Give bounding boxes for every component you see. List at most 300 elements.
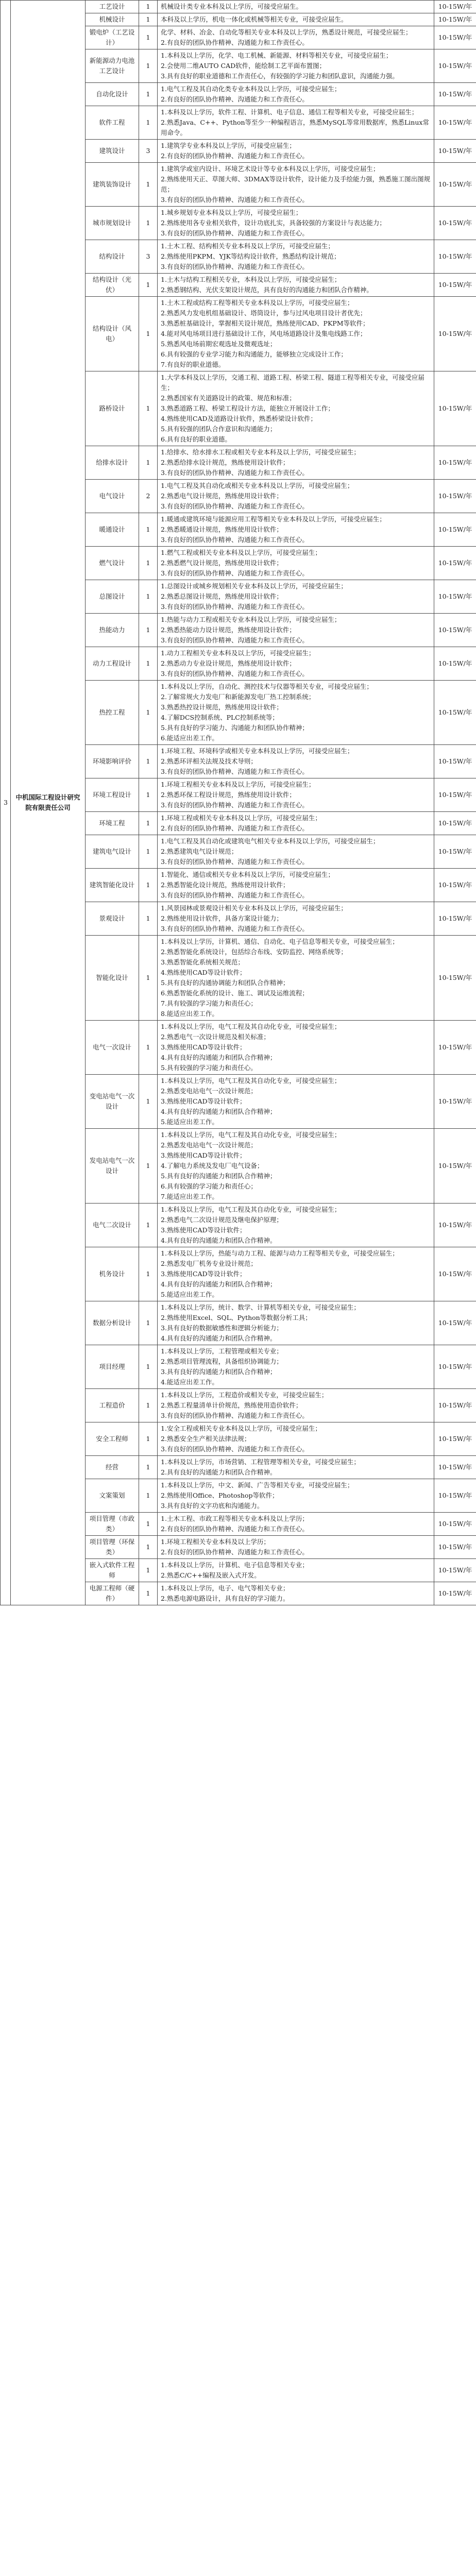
position-count: 1: [139, 647, 158, 681]
job-table-body: [1, 1, 476, 1605]
salary: 10-15W/年: [434, 240, 476, 274]
position-name: 工艺设计: [86, 1, 139, 13]
position-requirements: [158, 371, 434, 446]
position-count: 1: [139, 1582, 158, 1605]
requirement-line: 1.土木工程、市政工程等相关专业本科及以上学历；: [161, 1515, 309, 1522]
requirement-line: 1.电气工程及其自动化或建筑电气相关专业本科及以上学历，可接受应届生；: [161, 837, 380, 845]
position-count: 1: [139, 1021, 158, 1075]
requirement-line: 6.具有良好的职业道德。: [161, 435, 231, 443]
requirement-line: 2.有良好的团队协作精神、沟通能力和工作责任心。: [161, 39, 309, 46]
requirement-line: 3.有良好的团队协作精神、沟通能力和工作责任心。: [161, 858, 309, 866]
requirement-line: 2.会使用二维AUTO CAD软件，能绘制工艺平面布置图；: [161, 62, 326, 70]
requirement-line: 2.熟悉工程量清单计价规范，熟练使用造价软件；: [161, 1401, 302, 1409]
requirement-line: 1.给排水、给水排水工程或相关专业本科及以上学历，可接受应届生；: [161, 448, 360, 456]
position-count: 1: [139, 1559, 158, 1582]
requirement-line: 2.熟悉热能动力设计规范，熟练使用设计软件；: [161, 626, 296, 634]
requirement-line: 5.具有良好的沟通协调能力和团队合作精神；: [161, 979, 290, 987]
position-requirements: [158, 1479, 434, 1513]
requirement-line: 3.熟练使用CAD等设计软件；: [161, 1226, 246, 1234]
position-requirements: [158, 207, 434, 240]
salary: 10-15W/年: [434, 1, 476, 13]
position-name: 工程造价: [86, 1389, 139, 1422]
salary: 10-15W/年: [434, 1513, 476, 1536]
position-name: 电气一次设计: [86, 1021, 139, 1075]
position-requirements: [158, 1301, 434, 1345]
position-count: 1: [139, 26, 158, 49]
salary: 10-15W/年: [434, 207, 476, 240]
requirement-line: 2.熟悉C/C++编程及嵌入式开发。: [161, 1571, 261, 1579]
salary: 10-15W/年: [434, 614, 476, 647]
requirement-line: 2.熟悉电气设计规范，熟练使用设计软件；: [161, 492, 283, 500]
salary: 10-15W/年: [434, 371, 476, 446]
position-requirements: [158, 240, 434, 274]
position-count: 3: [139, 140, 158, 163]
requirement-line: 2.熟练使用设计软件，具备方案设计能力；: [161, 914, 283, 922]
requirement-line: 3.有良好的团队协作精神、沟通能力和工作责任心。: [161, 502, 309, 510]
requirement-line: 2.熟悉智能化设计规范，熟练使用设计软件；: [161, 881, 290, 889]
requirement-line: 5.具有良好的学习能力、沟通能力和团队协作精神；: [161, 724, 309, 732]
position-count: 1: [139, 106, 158, 140]
position-count: 1: [139, 835, 158, 869]
position-requirements: [158, 1204, 434, 1247]
position-name: 燃气设计: [86, 547, 139, 580]
requirement-line: 2.有良好的团队协作精神、沟通能力和工作责任心。: [161, 95, 309, 103]
position-requirements: [158, 1345, 434, 1389]
requirement-line: 3.有良好的团队协作精神、沟通能力和工作责任心。: [161, 925, 309, 933]
position-name: 机务设计: [86, 1247, 139, 1301]
requirement-line: 5.具有良好的沟通能力和团队合作精神；: [161, 1172, 277, 1180]
salary: 10-15W/年: [434, 274, 476, 297]
requirement-line: 2.熟悉风力发电机组基础设计、塔筒设计，参与过风电项目设计者优先；: [161, 309, 367, 317]
requirement-line: 1.本科及以上学历，电气工程及其自动化专业，可接受应届生；: [161, 1077, 341, 1084]
company-name: 中机国际工程设计研究院有限责任公司: [11, 1, 86, 1605]
position-count: 1: [139, 207, 158, 240]
position-count: 1: [139, 1129, 158, 1204]
requirement-line: 7.能适应出差工作。: [161, 1193, 218, 1200]
requirement-line: 2.熟悉智能化系统设计，包括综合布线、安防监控、网络系统等；: [161, 948, 347, 956]
position-name: 环境工程设计: [86, 778, 139, 812]
requirement-line: 1.环境工程相关专业本科及以上学历，可接受应届生；: [161, 781, 315, 788]
salary: 10-15W/年: [434, 140, 476, 163]
table-row: [1, 1, 476, 13]
requirement-line: 3.熟悉热控设计规范，熟练使用设计软件；: [161, 703, 283, 711]
position-count: 1: [139, 936, 158, 1021]
requirement-line: 1.本科及以上学历，工程管理或相关专业；: [161, 1347, 283, 1355]
requirement-line: 2.熟悉环评相关法规及技术导则；: [161, 757, 257, 765]
requirement-line: 1.智能化、通信或相关专业本科及以上学历，可接受应届生；: [161, 871, 334, 878]
requirement-line: 3.有良好的团队协作精神、沟通能力和工作责任心。: [161, 636, 309, 644]
salary: 10-15W/年: [434, 1559, 476, 1582]
requirement-line: 2.具有良好的沟通能力和团队合作精神。: [161, 1468, 277, 1476]
position-name: 热控工程: [86, 681, 139, 745]
position-count: 3: [139, 240, 158, 274]
salary: 10-15W/年: [434, 547, 476, 580]
position-requirements: [158, 106, 434, 140]
requirement-line: 3.熟悉智能化系统相关规范；: [161, 958, 244, 966]
salary: 10-15W/年: [434, 480, 476, 513]
position-count: 1: [139, 745, 158, 778]
requirement-line: 1.环境工程相关专业本科及以上学历；: [161, 1538, 270, 1546]
requirement-line: 3.有良好的团队协作精神、沟通能力和工作责任心。: [161, 196, 309, 204]
position-name: 文案策划: [86, 1479, 139, 1513]
sequence-number: 3: [1, 1, 11, 1605]
position-count: 1: [139, 446, 158, 480]
requirement-line: 2.熟悉变电站电气一次设计规范；: [161, 1087, 257, 1095]
position-count: 1: [139, 778, 158, 812]
salary: 10-15W/年: [434, 1204, 476, 1247]
salary: 10-15W/年: [434, 49, 476, 83]
position-name: 项目管理（环保类）: [86, 1536, 139, 1559]
position-name: 电源工程师（硬件）: [86, 1582, 139, 1605]
requirement-line: 2.有良好的团队协作精神、沟通能力和工作责任心。: [161, 1525, 309, 1533]
position-name: 电气二次设计: [86, 1204, 139, 1247]
requirement-line: 2.有良好的团队协作精神、沟通能力和工作责任心。: [161, 824, 309, 832]
requirement-line: 1.本科及以上学历，软件工程、计算机、电子信息、通信工程等相关专业，可接受应届生；: [161, 108, 418, 116]
requirement-line: 4.具有良好的沟通能力和团队合作精神；: [161, 1280, 277, 1288]
position-name: 智能化设计: [86, 936, 139, 1021]
position-count: 1: [139, 13, 158, 26]
requirement-line: 2.熟练使用各专业相关软件，设计功底扎实，具备较强的方案设计与表达能力；: [161, 219, 386, 227]
position-name: 项目经理: [86, 1345, 139, 1389]
requirement-line: 6.具有较强的学习能力和责任心；: [161, 1182, 257, 1190]
position-count: 1: [139, 163, 158, 207]
requirement-line: 4.具有良好的沟通能力和团队合作精神；: [161, 1108, 277, 1115]
position-requirements: [158, 902, 434, 936]
requirement-line: 3.熟悉道路工程、桥梁工程设计方法，能独立开展设计工作；: [161, 404, 334, 412]
requirement-line: 3.熟练使用CAD等设计软件；: [161, 1043, 246, 1051]
requirement-line: 4.具有良好的沟通能力和团队合作精神。: [161, 1236, 277, 1244]
requirement-line: 1.电气工程及其自动化类专业本科及以上学历，可接受应届生；: [161, 85, 341, 93]
position-requirements: [158, 274, 434, 297]
requirement-line: 3.有良好的团队协作精神、沟通能力和工作责任心。: [161, 1412, 309, 1419]
position-name: 建筑装饰设计: [86, 163, 139, 207]
position-name: 路桥设计: [86, 371, 139, 446]
requirement-line: 化学、材料、冶金、自动化等相关专业本科及以上学历，熟悉设计规范，可接受应届生；: [161, 28, 412, 36]
position-name: 建筑电气设计: [86, 835, 139, 869]
position-count: 1: [139, 902, 158, 936]
requirement-line: 3.有良好的团队协作精神、沟通能力和工作责任心。: [161, 603, 309, 611]
requirement-line: 1.本科及以上学历，电气工程及其自动化专业，可接受应届生；: [161, 1131, 341, 1139]
position-requirements: [158, 1, 434, 13]
requirement-line: 5.具有较强的学习能力和责任心。: [161, 1064, 257, 1072]
requirement-line: 2.熟悉发电厂机务专业设计规范；: [161, 1260, 257, 1267]
requirement-line: 2.熟悉建筑电气设计规范；: [161, 848, 238, 855]
requirement-line: 3.熟悉桩基础设计，掌握相关设计规范，熟练使用CAD、PKPM等软件；: [161, 319, 369, 327]
position-requirements: [158, 1422, 434, 1456]
position-requirements: [158, 1559, 434, 1582]
position-requirements: [158, 446, 434, 480]
position-name: 软件工程: [86, 106, 139, 140]
requirement-line: 1.本科及以上学历，市场营销、工程管理等相关专业，可接受应届生；: [161, 1458, 360, 1466]
position-count: 1: [139, 1075, 158, 1129]
position-name: 锻电炉（工艺设计）: [86, 26, 139, 49]
position-name: 安全工程师: [86, 1422, 139, 1456]
salary: 10-15W/年: [434, 1345, 476, 1389]
requirement-line: 3.熟练使用CAD等设计软件；: [161, 1097, 246, 1105]
requirement-line: 6.能适应出差工作。: [161, 734, 218, 742]
salary: 10-15W/年: [434, 1129, 476, 1204]
requirement-line: 1.风景园林或景观设计相关专业本科及以上学历，可接受应届生；: [161, 904, 347, 912]
salary: 10-15W/年: [434, 446, 476, 480]
requirement-line: 4.了解电力系统及发电厂电气设备；: [161, 1162, 264, 1170]
position-count: 1: [139, 1456, 158, 1479]
position-count: 1: [139, 681, 158, 745]
position-count: 1: [139, 869, 158, 902]
position-name: 建筑智能化设计: [86, 869, 139, 902]
requirement-line: 3.有良好的团队协作精神、沟通能力和工作责任心。: [161, 768, 309, 775]
requirement-line: 3.有良好的团队协作精神、沟通能力和工作责任心。: [161, 536, 309, 544]
salary: 10-15W/年: [434, 513, 476, 547]
requirement-line: 2.熟悉燃气设计规范，熟练使用设计软件；: [161, 559, 283, 567]
salary: 10-15W/年: [434, 1247, 476, 1301]
position-requirements: [158, 1129, 434, 1204]
requirement-line: 4.能适应出差工作。: [161, 1378, 218, 1386]
position-name: 项目管理（市政类）: [86, 1513, 139, 1536]
position-name: 环境影响评价: [86, 745, 139, 778]
salary: 10-15W/年: [434, 902, 476, 936]
requirement-line: 本科及以上学历，机电一体化或机械等相关专业，可接受应届生。: [161, 15, 348, 23]
position-requirements: [158, 614, 434, 647]
salary: 10-15W/年: [434, 106, 476, 140]
salary: 10-15W/年: [434, 1301, 476, 1345]
requirement-line: 1.本科及以上学历，化学、电工机械、新能源、材料等相关专业，可接受应届生；: [161, 52, 393, 59]
salary: 10-15W/年: [434, 1479, 476, 1513]
position-name: 数据分析设计: [86, 1301, 139, 1345]
position-requirements: [158, 1456, 434, 1479]
requirement-line: 3.有良好的团队协作精神、沟通能力和工作责任心。: [161, 229, 309, 237]
requirement-line: 1.环境工程或相关专业本科及以上学历，可接受应届生；: [161, 814, 321, 822]
position-requirements: [158, 647, 434, 681]
requirement-line: 1.环境工程、环境科学或相关专业本科及以上学历，可接受应届生；: [161, 747, 354, 755]
position-requirements: [158, 835, 434, 869]
position-name: 给排水设计: [86, 446, 139, 480]
requirement-line: 3.有良好的团队协作精神、沟通能力和工作责任心。: [161, 670, 309, 677]
position-name: 嵌入式软件工程师: [86, 1559, 139, 1582]
requirement-line: 4.具有良好的沟通能力和团队合作精神。: [161, 1334, 277, 1342]
salary: 10-15W/年: [434, 647, 476, 681]
requirement-line: 3.具有良好的沟通能力和团队合作精神；: [161, 1368, 277, 1376]
requirement-line: 4.熟练使用CAD及道路设计软件，熟悉桥梁设计软件；: [161, 415, 317, 422]
position-count: 1: [139, 1247, 158, 1301]
requirement-line: 5.熟悉风电场前期宏观选址及微观选址；: [161, 340, 277, 348]
requirement-line: 6.具有较强的专业学习能力和沟通能力，能够独立完成设计工作；: [161, 350, 347, 358]
requirement-line: 2.熟悉给排水设计规范，熟练使用设计软件；: [161, 459, 290, 466]
requirement-line: 2.熟悉国家有关道路设计的政策、规范和标准；: [161, 394, 296, 402]
requirement-line: 2.熟悉发电站电气一次设计规范；: [161, 1141, 257, 1149]
position-requirements: [158, 1021, 434, 1075]
salary: 10-15W/年: [434, 778, 476, 812]
position-requirements: [158, 547, 434, 580]
position-name: 总图设计: [86, 580, 139, 614]
requirement-line: 3.熟练使用CAD等设计软件；: [161, 1270, 246, 1278]
salary: 10-15W/年: [434, 936, 476, 1021]
position-count: 1: [139, 1, 158, 13]
position-count: 1: [139, 614, 158, 647]
position-requirements: [158, 1389, 434, 1422]
salary: 10-15W/年: [434, 1021, 476, 1075]
position-count: 2: [139, 480, 158, 513]
requirement-line: 1.本科及以上学历，热能与动力工程、能源与动力工程等相关专业，可接受应届生；: [161, 1249, 399, 1257]
position-name: 变电站电气一次设计: [86, 1075, 139, 1129]
position-count: 1: [139, 1479, 158, 1513]
position-requirements: [158, 49, 434, 83]
position-count: 1: [139, 1204, 158, 1247]
requirement-line: 1.本科及以上学历，工程造价或相关专业，可接受应届生；: [161, 1391, 328, 1399]
position-requirements: [158, 936, 434, 1021]
requirement-line: 2.有良好的团队协作精神、沟通能力和工作责任心。: [161, 1548, 309, 1556]
requirement-line: 1.热能与动力工程或相关专业本科及以上学历，可接受应届生；: [161, 616, 341, 623]
requirement-line: 1.本科及以上学历，计算机、电子信息等相关专业；: [161, 1561, 309, 1569]
position-requirements: [158, 778, 434, 812]
position-count: 1: [139, 274, 158, 297]
requirement-line: 4.具有良好的沟通能力和团队合作精神；: [161, 1054, 277, 1061]
requirement-line: 1.土木与结构工程相关专业，本科及以上学历，可接受应届生；: [161, 276, 341, 283]
position-count: 1: [139, 812, 158, 835]
position-requirements: [158, 681, 434, 745]
position-count: 1: [139, 1513, 158, 1536]
requirement-line: 4.了解DCS控制系统、PLC控制系统等；: [161, 714, 279, 721]
requirement-line: 5.能适应出差工作。: [161, 1118, 218, 1126]
requirement-line: 2.熟悉钢结构、光伏支架设计规范，具有良好的沟通能力和团队合作精神。: [161, 286, 373, 294]
requirement-line: 5.能适应出差工作。: [161, 1291, 218, 1298]
position-requirements: [158, 812, 434, 835]
position-count: 1: [139, 513, 158, 547]
requirement-line: 7.有良好的职业道德。: [161, 361, 225, 368]
requirement-line: 3.有良好的团队协作精神、沟通能力和工作责任心。: [161, 1445, 309, 1453]
requirement-line: 3.有良好的团队协作精神、沟通能力和工作责任心。: [161, 891, 309, 899]
position-name: 热能动力: [86, 614, 139, 647]
requirement-line: 1.本科及以上学历，电气工程及其自动化专业，可接受应届生；: [161, 1206, 341, 1213]
position-count: 1: [139, 547, 158, 580]
position-name: 暖通设计: [86, 513, 139, 547]
position-name: 机械设计: [86, 13, 139, 26]
requirement-line: 1.安全工程或相关专业本科及以上学历，可接受应届生；: [161, 1425, 321, 1432]
salary: 10-15W/年: [434, 1422, 476, 1456]
position-requirements: [158, 1536, 434, 1559]
position-requirements: [158, 1075, 434, 1129]
requirement-line: 4.能对风电场项目进行基础设计工作，风电场道路设计及集电线路工作；: [161, 330, 367, 337]
salary: 10-15W/年: [434, 1075, 476, 1129]
position-requirements: [158, 869, 434, 902]
salary: 10-15W/年: [434, 163, 476, 207]
requirement-line: 3.有良好的团队协作精神、沟通能力和工作责任心。: [161, 569, 309, 577]
requirement-line: 1.土木工程或结构工程等相关专业本科及以上学历，可接受应届生；: [161, 299, 354, 307]
position-requirements: [158, 163, 434, 207]
position-name: 新能源动力电池工艺设计: [86, 49, 139, 83]
requirement-line: 2.熟悉动力专业设计规范，熟练使用设计软件；: [161, 659, 296, 667]
salary: 10-15W/年: [434, 1456, 476, 1479]
salary: 10-15W/年: [434, 1536, 476, 1559]
salary: 10-15W/年: [434, 13, 476, 26]
position-name: 环境工程: [86, 812, 139, 835]
salary: 10-15W/年: [434, 297, 476, 371]
salary: 10-15W/年: [434, 580, 476, 614]
position-count: 1: [139, 1301, 158, 1345]
salary: 10-15W/年: [434, 745, 476, 778]
requirement-line: 4.熟练使用CAD等设计软件；: [161, 969, 246, 976]
position-requirements: [158, 140, 434, 163]
requirement-line: 3.有良好的团队协作精神、沟通能力和工作责任心。: [161, 263, 309, 270]
position-name: 自动化设计: [86, 83, 139, 106]
requirement-line: 1.本科及以上学历，电气工程及其自动化专业，可接受应届生；: [161, 1023, 341, 1030]
requirement-line: 1.暖通或建筑环境与能源应用工程等相关专业本科及以上学历，可接受应届生；: [161, 515, 386, 523]
requirement-line: 2.熟悉总图设计规范，熟练使用设计软件；: [161, 592, 283, 600]
position-name: 动力工程设计: [86, 647, 139, 681]
position-name: 发电站电气一次设计: [86, 1129, 139, 1204]
requirement-line: 3.具有良好的文字功底和沟通能力。: [161, 1502, 264, 1510]
requirement-line: 1.城乡规划专业本科及以上学历，可接受应届生；: [161, 209, 302, 216]
requirement-line: 1.本科及以上学历，中文、新闻、广告等相关专业，可接受应届生；: [161, 1481, 354, 1489]
requirement-line: 2.熟悉Java、C++、Python等至少一种编程语言，熟悉MySQL等常用数据库，熟悉Linux常用命令。: [161, 118, 429, 137]
salary: 10-15W/年: [434, 869, 476, 902]
position-count: 1: [139, 49, 158, 83]
requirement-line: 3.具有良好的职业道德和工作责任心，有较强的学习能力和团队意识，沟通能力强。: [161, 72, 399, 80]
requirement-line: 2.熟练使用Excel、SQL、Python等数据分析工具；: [161, 1314, 312, 1321]
position-requirements: [158, 1247, 434, 1301]
position-requirements: [158, 745, 434, 778]
requirement-line: 机械设计类专业本科及以上学历，可接受应届生。: [161, 3, 303, 10]
requirement-line: 2.熟悉安全生产相关法律法规；: [161, 1435, 251, 1443]
requirement-line: 2.熟练使用Office、Photoshop等软件；: [161, 1492, 279, 1499]
requirement-line: 2.熟悉项目管理流程，具备组织协调能力；: [161, 1358, 283, 1365]
salary: 10-15W/年: [434, 1389, 476, 1422]
position-count: 1: [139, 297, 158, 371]
salary: 10-15W/年: [434, 812, 476, 835]
position-requirements: [158, 297, 434, 371]
position-count: 1: [139, 371, 158, 446]
salary: 10-15W/年: [434, 83, 476, 106]
requirement-line: 3.熟练使用CAD等设计软件；: [161, 1151, 246, 1159]
position-name: 景观设计: [86, 902, 139, 936]
requirement-line: 1.燃气工程或相关专业本科及以上学历，可接受应届生；: [161, 549, 321, 556]
salary: 10-15W/年: [434, 681, 476, 745]
position-count: 1: [139, 1536, 158, 1559]
requirement-line: 6.熟悉智能化系统的设计、施工、调试及运维流程；: [161, 989, 309, 997]
requirement-line: 2.有良好的团队协作精神、沟通能力和工作责任心。: [161, 152, 309, 160]
position-requirements: [158, 13, 434, 26]
requirement-line: 1.大学本科及以上学历，交通工程、道路工程、桥梁工程、隧道工程等相关专业，可接受应届生；: [161, 374, 424, 392]
requirement-line: 2.熟悉环保工程设计规范，熟练使用设计软件；: [161, 791, 296, 799]
requirement-line: 1.本科及以上学历，自动化、测控技术与仪器等相关专业，可接受应届生；: [161, 683, 373, 690]
position-name: 电气设计: [86, 480, 139, 513]
requirement-line: 1.建筑学专业本科及以上学历，可接受应届生；: [161, 142, 296, 149]
requirement-line: 1.本科及以上学历，计算机、通信、自动化、电子信息等相关专业，可接受应届生；: [161, 938, 399, 945]
requirement-line: 2.熟悉电源电路设计，具有良好的学习能力。: [161, 1595, 290, 1602]
salary: 10-15W/年: [434, 835, 476, 869]
position-name: 城市规划设计: [86, 207, 139, 240]
requirement-line: 1.建筑学或室内设计、环境艺术设计等专业本科及以上学历，可接受应届生；: [161, 165, 380, 173]
requirement-line: 1.本科及以上学历，电子、电气等相关专业；: [161, 1584, 290, 1592]
requirement-line: 1.总图设计或城乡规划相关专业本科及以上学历，可接受应届生；: [161, 582, 347, 590]
requirement-line: 2.熟练使用天正、草图大师、3DMAX等设计软件，设计能力及手绘能力强，熟悉施工图出图规范；: [161, 175, 431, 193]
position-requirements: [158, 513, 434, 547]
position-name: 结构设计: [86, 240, 139, 274]
position-requirements: [158, 1513, 434, 1536]
requirement-line: 1.动力工程相关专业本科及以上学历，可接受应届生；: [161, 649, 315, 657]
position-name: 结构设计（风电）: [86, 297, 139, 371]
position-count: 1: [139, 580, 158, 614]
requirement-line: 2.熟练使用PKPM、YJK等结构设计软件，熟悉结构设计规范；: [161, 252, 341, 260]
salary: 10-15W/年: [434, 1582, 476, 1605]
requirement-line: 3.有良好的团队协作精神、沟通能力和工作责任心。: [161, 801, 309, 809]
position-count: 1: [139, 1389, 158, 1422]
position-requirements: [158, 480, 434, 513]
position-name: 经营: [86, 1456, 139, 1479]
position-name: 建筑设计: [86, 140, 139, 163]
position-count: 1: [139, 1422, 158, 1456]
requirement-line: 1.电气工程及其自动化或相关专业本科及以上学历，可接受应届生；: [161, 482, 354, 489]
position-requirements: [158, 580, 434, 614]
